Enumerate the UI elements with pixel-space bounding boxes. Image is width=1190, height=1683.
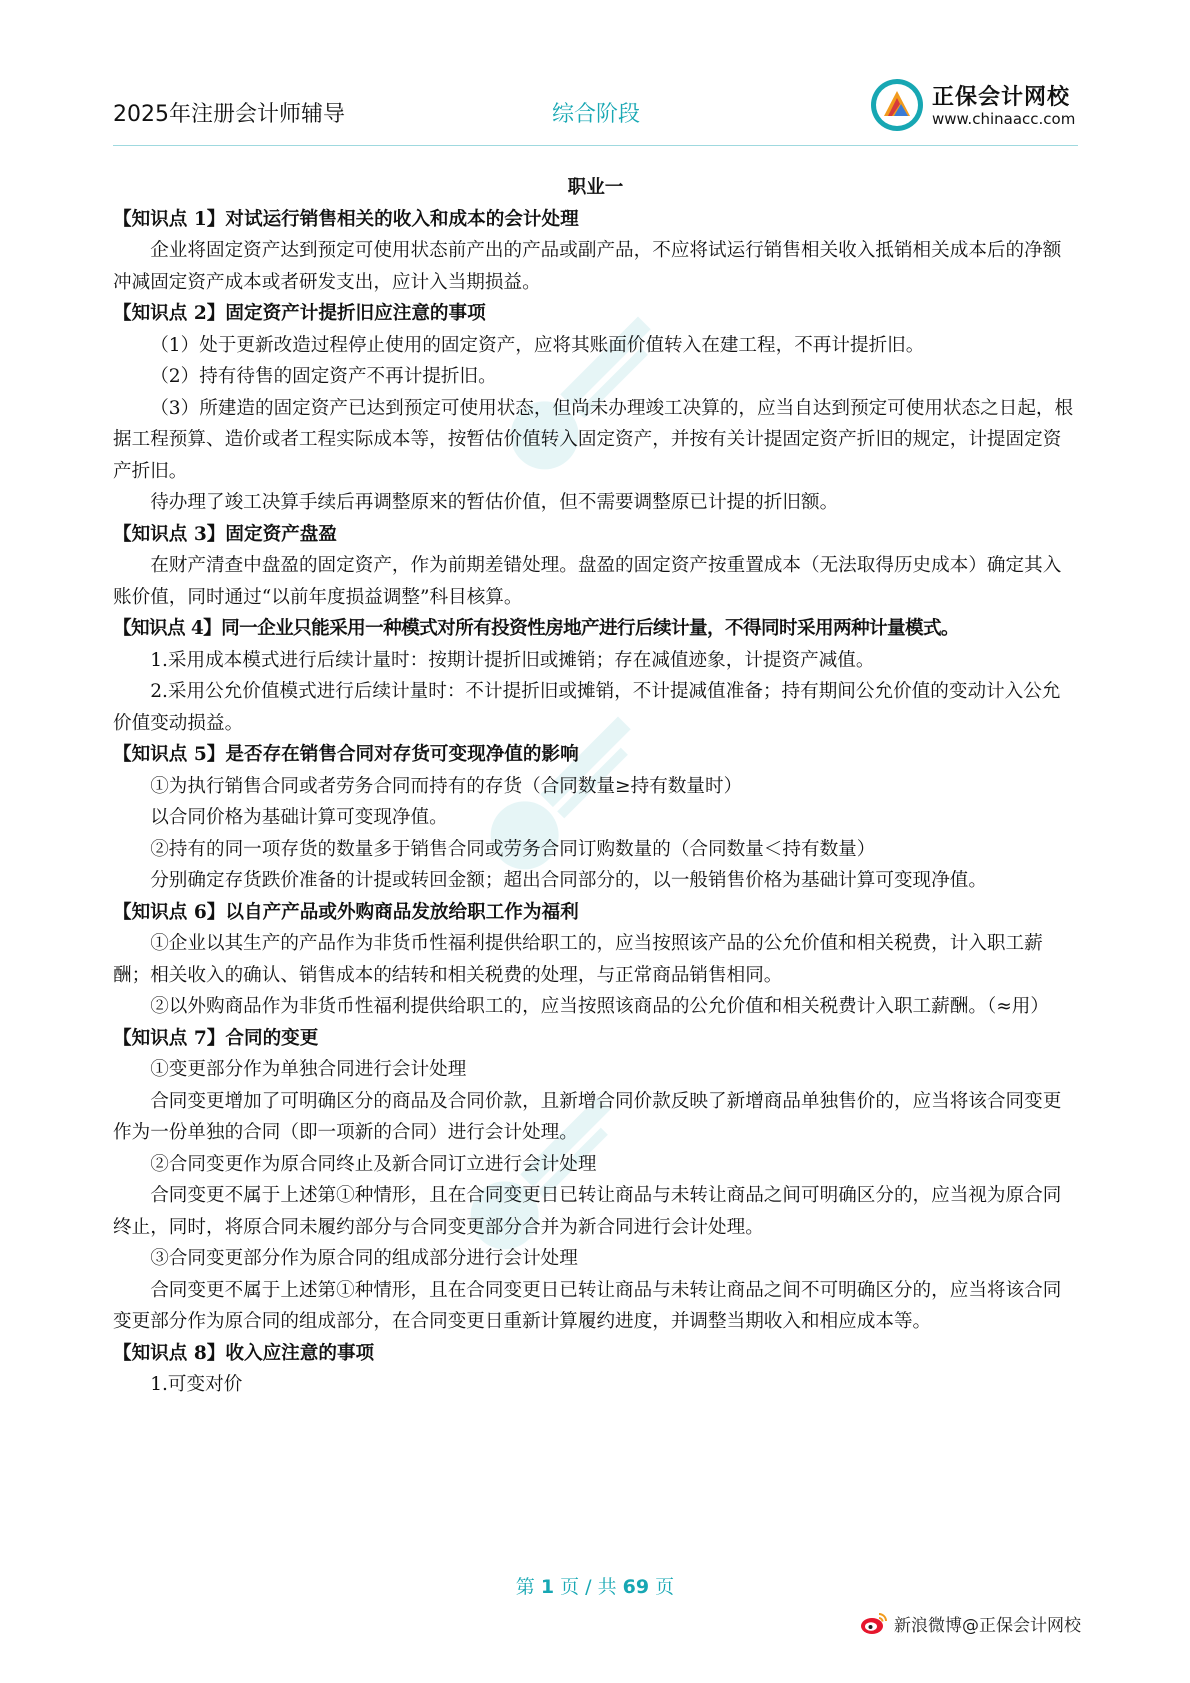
paragraph: 1.采用成本模式进行后续计量时：按期计提折旧或摊销；存在减值迹象，计提资产减值。 — [150, 649, 875, 671]
page-current: 1 — [540, 1576, 555, 1598]
chinaacc-logo-icon — [870, 78, 924, 132]
paragraph: ①变更部分作为单独合同进行会计处理 — [150, 1059, 467, 1080]
paragraph: 待办理了竣工决算手续后再调整原来的暂估价值，但不需要调整原已计提的折旧额。 — [150, 492, 839, 513]
page-header — [0, 0, 1190, 150]
paragraph: 企业将固定资产达到预定可使用状态前产出的产品或副产品，不应将试运行销售相关收入抵销相关成本后的净额冲减固定资产成本或者研发支出，应计入当期损益。 — [113, 240, 1062, 293]
weibo-icon — [860, 1611, 888, 1635]
paragraph: 在财产清查中盘盈的固定资产，作为前期差错处理。盘盈的固定资产按重置成本（无法取得历史成本）确定其入账价值，同时通过“以前年度损益调整”科目核算。 — [113, 555, 1062, 608]
paragraph: （1）处于更新改造过程停止使用的固定资产，应将其账面价值转入在建工程，不再计提折旧。 — [150, 334, 925, 356]
paragraph: ③合同变更部分作为原合同的组成部分进行会计处理 — [150, 1248, 578, 1269]
paragraph: （2）持有待售的固定资产不再计提折旧。 — [150, 366, 497, 387]
section-heading: 【知识点 7】合同的变更 — [113, 1027, 319, 1049]
paragraph: 合同变更不属于上述第①种情形，且在合同变更日已转让商品与未转让商品之间不可明确区分的，应当将该合同变更部分作为原合同的组成部分，在合同变更日重新计算履约进度，并调整当期收入和相应成本等。 — [113, 1279, 1062, 1332]
paragraph: 以合同价格为基础计算可变现净值。 — [150, 807, 448, 828]
section-heading: 【知识点 3】固定资产盘盈 — [113, 523, 337, 545]
document-body — [113, 172, 1078, 1401]
section-heading: 【知识点 6】以自产产品或外购商品发放给职工作为福利 — [113, 901, 579, 923]
page-mid: 页 / 共 — [560, 1576, 617, 1598]
brand-logo — [870, 76, 1080, 136]
paragraph: 1.可变对价 — [150, 1374, 243, 1395]
section-heading: 【知识点 4】同一企业只能采用一种模式对所有投资性房地产进行后续计量，不得同时采用两种计量模式。 — [113, 618, 959, 639]
paragraph: 合同变更增加了可明确区分的商品及合同价款，且新增合同价款反映了新增商品单独售价的，应当将该合同变更作为一份单独的合同（即一项新的合同）进行会计处理。 — [113, 1090, 1062, 1143]
weibo-handle: 新浪微博@正保会计网校 — [894, 1616, 1081, 1636]
paragraph: ②合同变更作为原合同终止及新合同订立进行会计处理 — [150, 1153, 597, 1175]
header-divider — [113, 145, 1078, 146]
paragraph: 2.采用公允价值模式进行后续计量时：不计提折旧或摊销，不计提减值准备；持有期间公允价值的变动计入公允价值变动损益。 — [113, 681, 1061, 734]
page-total: 69 — [622, 1576, 650, 1598]
paragraph: ②持有的同一项存货的数量多于销售合同或劳务合同订购数量的（合同数量＜持有数量） — [150, 838, 876, 860]
page-prefix: 第 — [515, 1576, 535, 1598]
logo-brand-name: 正保会计网校 — [932, 85, 1071, 110]
section-heading: 【知识点 1】对试运行销售相关的收入和成本的会计处理 — [113, 208, 579, 230]
header-stage-title: 综合阶段 — [552, 102, 641, 127]
section-heading: 【知识点 8】收入应注意的事项 — [113, 1342, 375, 1364]
paragraph: ②以外购商品作为非货币性福利提供给职工的，应当按照该商品的公允价值和相关税费计入职工薪酬。（≈用） — [150, 996, 1049, 1017]
header-course-title: 2025年注册会计师辅导 — [113, 102, 345, 127]
paragraph: 分别确定存货跌价准备的计提或转回金额；超出合同部分的，以一般销售价格为基础计算可变现净值。 — [150, 870, 987, 891]
paragraph: ①企业以其生产的产品作为非货币性福利提供给职工的，应当按照该产品的公允价值和相关税费，计入职工薪酬；相关收入的确认、销售成本的结转和相关税费的处理，与正常商品销售相同。 — [113, 933, 1043, 986]
section-heading: 【知识点 5】是否存在销售合同对存货可变现净值的影响 — [113, 744, 579, 765]
document-title: 职业一 — [567, 177, 624, 198]
page-number — [0, 1572, 1190, 1599]
section-heading: 【知识点 2】固定资产计提折旧应注意的事项 — [113, 303, 486, 324]
page-suffix: 页 — [655, 1576, 675, 1598]
paragraph: 合同变更不属于上述第①种情形，且在合同变更日已转让商品与未转让商品之间可明确区分的，应当视为原合同终止，同时，将原合同未履约部分与合同变更部分合并为新合同进行会计处理。 — [113, 1185, 1062, 1238]
paragraph: ①为执行销售合同或者劳务合同而持有的存货（合同数量≥持有数量时） — [150, 775, 743, 797]
logo-website: www.chinaacc.com — [932, 110, 1076, 128]
paragraph: （3）所建造的固定资产已达到预定可使用状态，但尚未办理竣工决算的，应当自达到预定可使用状态之日起，根据工程预算、造价或者工程实际成本等，按暂估价值转入固定资产，并按有关计提固定资产折旧的规定，计提固定资产折旧。 — [113, 397, 1074, 482]
